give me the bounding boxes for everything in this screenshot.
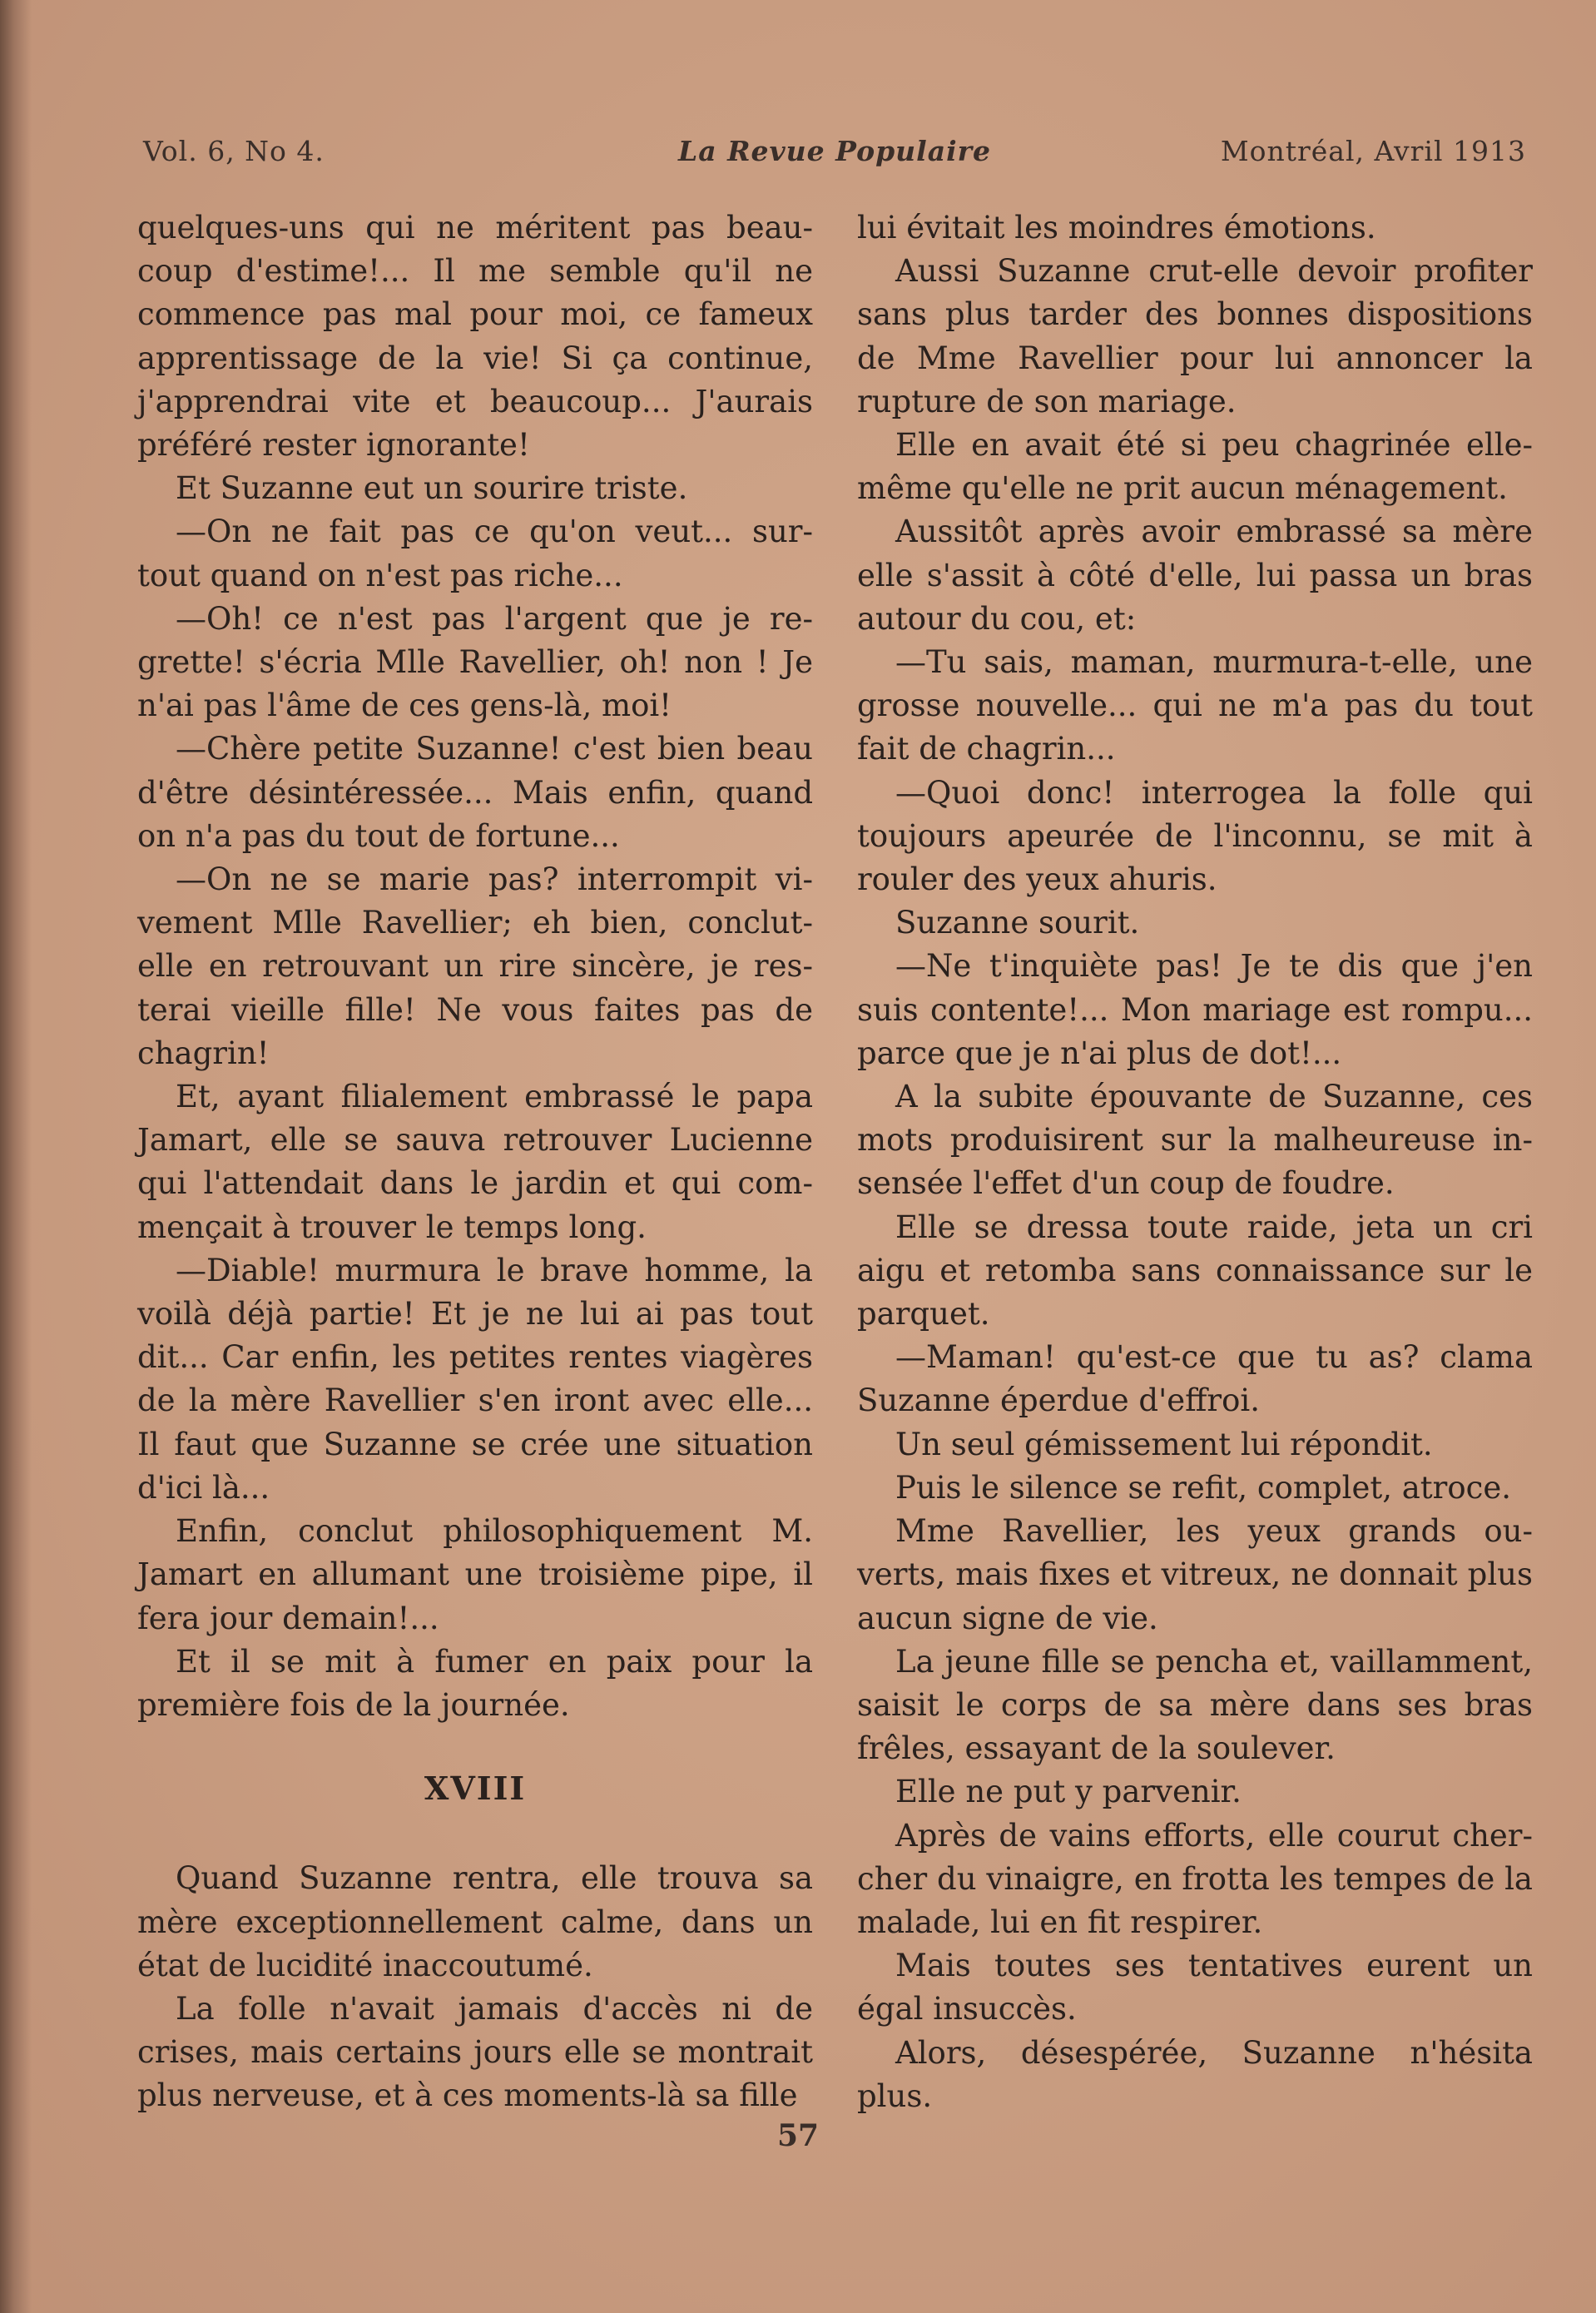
paragraph: Aussi Suzanne crut-elle devoir profiter sans plus tarder des bonnes dispositions de Mme Ravellier pour lui annoncer la rupture de son mariage. (857, 253, 1533, 419)
paragraph: Elle ne put y parvenir. (895, 1774, 1242, 1810)
paragraph: Quand Suzanne rentra, elle trouva sa mère exceptionnellement calme, dans un état de lucidité inaccoutumé. (137, 1860, 813, 1983)
page-spine-shadow (0, 0, 32, 2313)
page-number: 57 (776, 2118, 820, 2153)
paragraph: quelques-uns qui ne méritent pas beau- coup d'estime!... Il me semble qu'il ne commence pas mal pour moi, ce fameux apprentissage de la vie! Si ça continue, j'apprendrai vite et beaucoup... J'aurais préféré rester ignorante! (137, 210, 813, 464)
paragraph: —Diable! murmura le brave homme, la voilà déjà partie! Et je ne lui ai pas tout dit... Car enfin, les petites rentes viagères de la mère Ravellier s'en iront avec elle... Il faut que Suzanne se crée une situation d'ici là... (137, 1252, 813, 1506)
paragraph: Alors, désespérée, Suzanne n'hésita plus. (857, 2034, 1533, 2114)
paragraph: —Chère petite Suzanne! c'est bien beau d'être désintéressée... Mais enfin, quand on n'a pas du tout de fortune... (137, 731, 813, 854)
paragraph: —Oh! ce n'est pas l'argent que je re- grette! s'écria Mlle Ravellier, oh! non ! Je n'ai pas l'âme de ces gens-là, moi! (137, 600, 813, 724)
paragraph: Et Suzanne eut un sourire triste. (176, 470, 688, 507)
volume-number: Vol. 6, No 4. (143, 135, 325, 167)
paragraph: Mais toutes ses tentatives eurent un égal insuccès. (857, 1948, 1533, 2028)
paragraph: La folle n'avait jamais d'accès ni de crises, mais certains jours elle se montrait plus nerveuse, et à ces moments-là sa fille (137, 1990, 813, 2114)
right-column (857, 206, 1533, 2118)
paragraph: —Ne t'inquiète pas! Je te dis que j'en suis contente!... Mon mariage est rompu... parce que je n'ai plus de dot!... (857, 948, 1533, 1071)
place-date: Montréal, Avril 1913 (1220, 135, 1526, 167)
paragraph: —Tu sais, maman, murmura-t-elle, une grosse nouvelle... qui ne m'a pas du tout fait de chagrin... (857, 644, 1533, 767)
paragraph: La jeune fille se pencha et, vaillamment, saisit le corps de sa mère dans ses bras frêles, essayant de la soulever. (857, 1643, 1533, 1767)
paragraph: Et, ayant filialement embrassé le papa Jamart, elle se sauva retrouver Lucienne qui l'attendait dans le jardin et qui com- mençait à trouver le temps long. (137, 1079, 813, 1245)
paragraph: Elle se dressa toute raide, jeta un cri aigu et retomba sans connaissance sur le parquet. (857, 1209, 1533, 1333)
paragraph: Après de vains efforts, elle courut cher- cher du vinaigre, en frotta les tempes de la malade, lui en fit respirer. (857, 1817, 1533, 1940)
paragraph: —Quoi donc! interrogea la folle qui toujours apeurée de l'inconnu, se mit à rouler des yeux ahuris. (857, 774, 1533, 898)
paragraph: —On ne se marie pas? interrompit vi- vement Mlle Ravellier; eh bien, conclut- elle en retrouvant un rire sincère, je res- terai vieille fille! Ne vous faites pas de chagrin! (137, 861, 813, 1071)
paragraph: lui évitait les moindres émotions. (857, 210, 1376, 246)
paragraph: Et il se mit à fumer en paix pour la première fois de la journée. (137, 1643, 813, 1723)
left-column (137, 206, 813, 2118)
running-header (143, 135, 1526, 173)
chapter-heading: XVIII (424, 1769, 527, 1808)
paragraph: Un seul gémissement lui répondit. (895, 1426, 1433, 1462)
journal-title: La Revue Populaire (678, 135, 991, 167)
paragraph: Mme Ravellier, les yeux grands ou- verts, mais fixes et vitreux, ne donnait plus aucun signe de vie. (857, 1513, 1533, 1636)
paragraph: Enfin, conclut philosophiquement M. Jamart en allumant une troisième pipe, il fera jour demain!... (137, 1513, 813, 1636)
paragraph: —Maman! qu'est-ce que tu as? clama Suzanne éperdue d'effroi. (857, 1339, 1533, 1419)
paragraph: Puis le silence se refit, complet, atroce. (895, 1469, 1512, 1506)
paragraph: Aussitôt après avoir embrassé sa mère elle s'assit à côté d'elle, lui passa un bras autour du cou, et: (857, 514, 1533, 637)
paragraph: Elle en avait été si peu chagrinée elle- même qu'elle ne prit aucun ménagement. (857, 427, 1533, 507)
paragraph: A la subite épouvante de Suzanne, ces mots produisirent sur la malheureuse in- sensée l'effet d'un coup de foudre. (857, 1079, 1533, 1202)
paragraph: —On ne fait pas ce qu'on veut... sur- tout quand on n'est pas riche... (137, 514, 813, 593)
paragraph: Suzanne sourit. (895, 905, 1140, 941)
